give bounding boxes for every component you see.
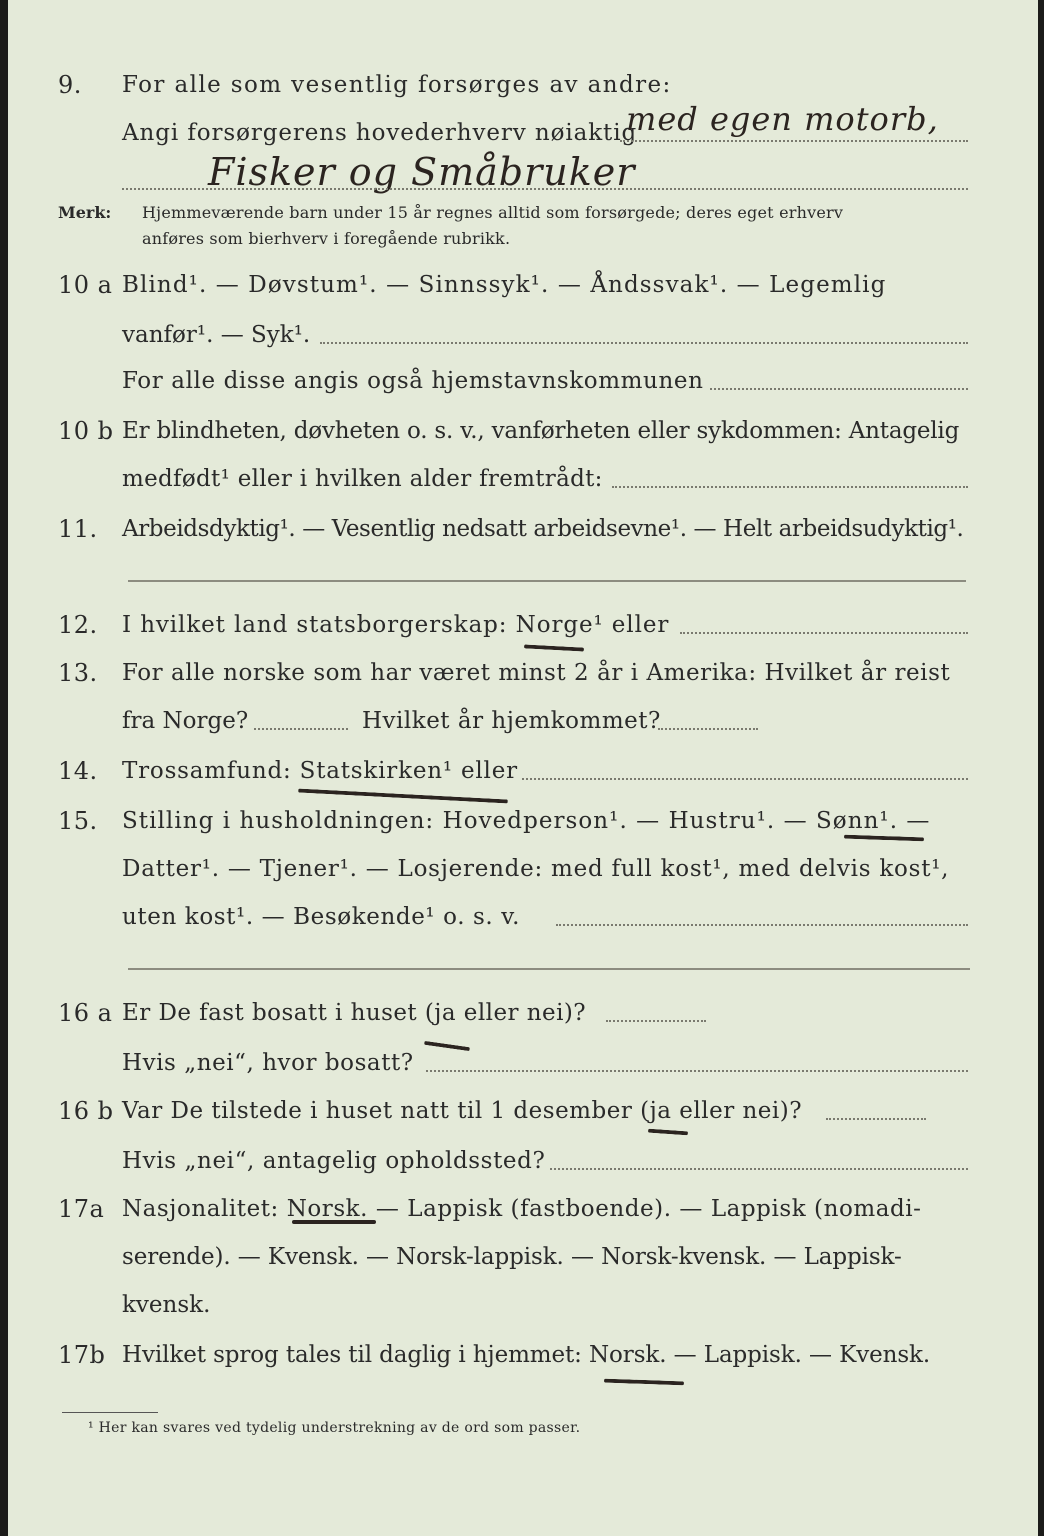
q16a-dots-1 bbox=[606, 1020, 706, 1022]
q9-line2: Angi forsørgerens hovederhverv nøiaktig bbox=[122, 120, 638, 146]
footnote-rule bbox=[62, 1412, 158, 1413]
q12-number: 12. bbox=[58, 611, 98, 639]
merk-line1: Hjemmeværende barn under 15 år regnes alltid som forsørgede; deres eget erhverv bbox=[142, 203, 844, 222]
q13-dots-1 bbox=[254, 728, 348, 730]
q16a-dash-mark bbox=[424, 1041, 470, 1051]
q16b-line1: Var De tilstede i huset natt til 1 desember (ja eller nei)? bbox=[122, 1098, 803, 1124]
footnote-text: ¹ Her kan svares ved tydelig understrekning av de ord som passer. bbox=[88, 1420, 581, 1436]
q17a-line2: serende). — Kvensk. — Norsk-lappisk. — Norsk-kvensk. — Lappisk- bbox=[122, 1244, 902, 1270]
q15-line2: Datter¹. — Tjener¹. — Losjerende: med full kost¹, med delvis kost¹, bbox=[122, 856, 950, 882]
merk-line2: anføres som bierhverv i foregående rubrikk. bbox=[142, 229, 511, 248]
q16b-dots-1 bbox=[826, 1118, 926, 1120]
q14-line1: Trossamfund: Statskirken¹ eller bbox=[122, 758, 518, 784]
q16b-ja-underline bbox=[648, 1129, 688, 1136]
q12-line1: I hvilket land statsborgerskap: Norge¹ eller bbox=[122, 612, 670, 638]
q14-number: 14. bbox=[58, 757, 98, 785]
q16a-number: 16 a bbox=[58, 999, 113, 1027]
q13-line1: For alle norske som har været minst 2 år i Amerika: Hvilket år reist bbox=[122, 660, 951, 686]
q12-norge-underline bbox=[524, 644, 584, 651]
q10a-dots-1 bbox=[320, 342, 968, 344]
q15-answer-rule bbox=[128, 968, 970, 970]
q10b-line1: Er blindheten, døvheten o. s. v., vanførheten eller sykdommen: Antagelig bbox=[122, 418, 960, 444]
q9-answer-dots-2 bbox=[122, 188, 968, 190]
q11-answer-rule bbox=[128, 580, 966, 582]
q9-handwritten-2: Fisker og Småbruker bbox=[208, 150, 636, 194]
q13-dots-2 bbox=[658, 728, 758, 730]
q17a-line1: Nasjonalitet: Norsk. — Lappisk (fastboende). — Lappisk (nomadi- bbox=[122, 1196, 922, 1222]
q10a-line3: For alle disse angis også hjemstavnskommunen bbox=[122, 368, 704, 394]
q16a-line1: Er De fast bosatt i huset (ja eller nei)? bbox=[122, 1000, 587, 1026]
q9-answer-dots-1 bbox=[620, 140, 968, 142]
q11-number: 11. bbox=[58, 515, 98, 543]
q17b-line1: Hvilket sprog tales til daglig i hjemmet: Norsk. — Lappisk. — Kvensk. bbox=[122, 1342, 931, 1368]
q9-handwritten-1: med egen motorb, bbox=[626, 100, 939, 138]
merk-label: Merk: bbox=[58, 203, 112, 222]
q9-line1: For alle som vesentlig forsørges av andre: bbox=[122, 72, 672, 98]
q13-number: 13. bbox=[58, 659, 98, 687]
q13-line2a: fra Norge? bbox=[122, 708, 249, 734]
q17b-norsk-underline bbox=[604, 1379, 684, 1386]
q10a-number: 10 a bbox=[58, 271, 113, 299]
q10b-dots bbox=[612, 486, 968, 488]
q17a-number: 17a bbox=[58, 1195, 105, 1223]
q10b-number: 10 b bbox=[58, 417, 114, 445]
q16a-dots-2 bbox=[426, 1070, 968, 1072]
q16b-dots-2 bbox=[550, 1168, 968, 1170]
q10a-dots-2 bbox=[710, 388, 968, 390]
q16b-line2: Hvis „nei“, antagelig opholdssted? bbox=[122, 1148, 546, 1174]
q14-dots bbox=[522, 778, 968, 780]
q15-number: 15. bbox=[58, 807, 98, 835]
q16a-line2: Hvis „nei“, hvor bosatt? bbox=[122, 1050, 414, 1076]
q10a-line1: Blind¹. — Døvstum¹. — Sinnssyk¹. — Åndssvak¹. — Legemlig bbox=[122, 272, 887, 298]
q12-dots bbox=[680, 632, 968, 634]
q9-number: 9. bbox=[58, 71, 82, 99]
q15-line1: Stilling i husholdningen: Hovedperson¹. — Hustru¹. — Sønn¹. — bbox=[122, 808, 931, 834]
q15-line3: uten kost¹. — Besøkende¹ o. s. v. bbox=[122, 904, 521, 930]
q11-line1: Arbeidsdyktig¹. — Vesentlig nedsatt arbeidsevne¹. — Helt arbeidsudyktig¹. bbox=[122, 516, 964, 542]
q17a-line3: kvensk. bbox=[122, 1292, 211, 1318]
q13-line2b: Hvilket år hjemkommet? bbox=[362, 708, 661, 734]
q10b-line2: medfødt¹ eller i hvilken alder fremtrådt: bbox=[122, 466, 603, 492]
q16b-number: 16 b bbox=[58, 1097, 114, 1125]
census-form-page bbox=[8, 0, 1038, 1536]
q10a-line2: vanfør¹. — Syk¹. bbox=[122, 322, 311, 348]
q15-dots bbox=[556, 924, 968, 926]
q17b-number: 17b bbox=[58, 1341, 106, 1369]
q14-statskirken-underline bbox=[298, 789, 508, 804]
q17a-norsk-underline bbox=[292, 1220, 376, 1224]
